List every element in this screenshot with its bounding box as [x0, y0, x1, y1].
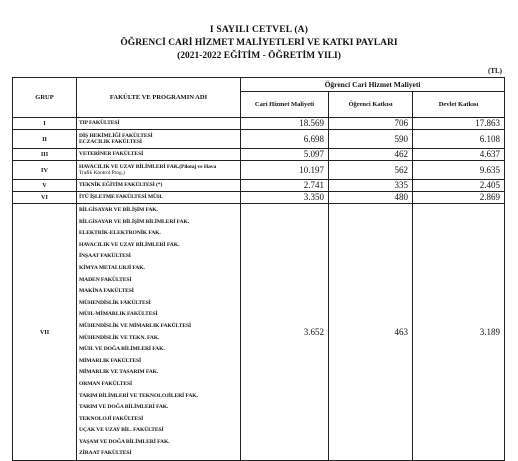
faculty-name: BİLGİSAYAR VE BİLİŞİM FAK.	[79, 207, 158, 213]
table-body	[13, 118, 505, 461]
faculty-name: TEKNOLOJİ FAKÜLTESİ	[79, 415, 144, 422]
student-contribution-cell: 335	[329, 180, 413, 192]
faculty-name: MİMARLIK FAKÜLTESİ	[79, 357, 142, 364]
group-cell: IV	[13, 161, 77, 180]
cost-cell: 18.569	[241, 118, 329, 130]
faculty-cell	[77, 118, 241, 130]
table-row	[13, 149, 505, 161]
cost-cell: 2.741	[241, 180, 329, 192]
cost-table	[12, 77, 505, 461]
faculty-cell	[77, 130, 241, 149]
document-subtitle: ÖĞRENCİ CARİ HİZMET MALİYETLERİ VE KATKI PAYLARI	[120, 38, 398, 48]
student-contribution-cell: 562	[329, 161, 413, 180]
document-period: (2021-2022 EĞİTİM - ÖĞRETİM YILI)	[177, 51, 341, 61]
state-contribution-cell: 3.189	[413, 204, 505, 461]
faculty-name: HAVACILIK VE UZAY BİLİMLERİ FAK.	[79, 241, 180, 248]
table-row	[13, 192, 505, 204]
faculty-name: MADEN FAKÜLTESİ	[79, 276, 132, 283]
state-contribution-cell: 6.108	[413, 130, 505, 149]
faculty-name: MAKİNA FAKÜLTESİ	[79, 288, 134, 295]
faculty-cell	[77, 192, 241, 204]
faculty-cell	[77, 149, 241, 161]
state-contribution-cell: 9.635	[413, 161, 505, 180]
faculty-name: MÜHENDİSLİK VE MİMARLIK FAKÜLTESİ	[79, 322, 192, 329]
faculty-name: MÜH. VE DOĞA BİLİMLERİ FAK.	[79, 346, 165, 353]
faculty-name: VETERİNER FAKÜLTESİ	[79, 151, 144, 158]
faculty-cell	[77, 161, 241, 180]
faculty-name: TARIM BİLİMLERİ VE TEKNOLOJİLERİ FAK.	[79, 392, 198, 399]
currency-unit: (TL)	[488, 67, 502, 75]
faculty-name: ZİRAAT FAKÜLTESİ	[79, 450, 132, 457]
state-contribution-cell: 17.863	[413, 118, 505, 130]
faculty-name: MÜHENDİSLİK VE TEKN. FAK.	[79, 334, 160, 341]
faculty-name: Trafik Kontrol Prog.)	[79, 170, 125, 176]
faculty-name: ORMAN FAKÜLTESİ	[79, 380, 133, 387]
cost-cell: 3.350	[241, 192, 329, 204]
group-cell: VII	[13, 204, 77, 461]
faculty-name: MİMARLIK VE TASARIM FAK.	[79, 369, 159, 376]
student-contribution-cell: 462	[329, 149, 413, 161]
student-contribution-cell: 706	[329, 118, 413, 130]
column-header-faculty: FAKÜLTE VE PROGRAMIN ADI	[77, 78, 241, 118]
faculty-name: MÜHENDİSLİK FAKÜLTESİ	[79, 299, 151, 306]
faculty-name: İTÜ İŞLETME FAKÜLTESİ MÜH.	[79, 194, 163, 201]
group-cell: II	[13, 130, 77, 149]
column-header-state: Devlet Katkısı	[413, 92, 505, 118]
group-cell: III	[13, 149, 77, 161]
faculty-name: HAVACILIK VE UZAY BİLİMLERİ FAK.(Pilotaj ve Hava	[79, 163, 217, 170]
cost-cell: 6.698	[241, 130, 329, 149]
table-row	[13, 161, 505, 180]
faculty-name: TARIM VE DOĞA BİLİMLERİ FAK.	[79, 404, 169, 411]
table-row	[13, 204, 505, 461]
student-contribution-cell: 463	[329, 204, 413, 461]
faculty-cell	[77, 180, 241, 192]
document-title: I SAYILI CETVEL (A)	[209, 25, 309, 35]
state-contribution-cell: 4.637	[413, 149, 505, 161]
group-cell: V	[13, 180, 77, 192]
column-header-group: GRUP	[13, 78, 77, 118]
faculty-name: YAŞAM VE DOĞA BİLİMLERİ FAK.	[79, 438, 170, 445]
table-row	[13, 180, 505, 192]
student-contribution-cell: 480	[329, 192, 413, 204]
faculty-name: İNŞAAT FAKÜLTESİ	[79, 253, 131, 260]
faculty-name: KİMYA METALURJİ FAK.	[79, 264, 145, 271]
group-cell: VI	[13, 192, 77, 204]
table-row	[13, 130, 505, 149]
cost-cell: 3.652	[241, 204, 329, 461]
faculty-cell	[77, 204, 241, 461]
table-row	[13, 118, 505, 130]
group-cell: I	[13, 118, 77, 130]
state-contribution-cell: 2.869	[413, 192, 505, 204]
faculty-name: UÇAK VE UZAY BİL. FAKÜLTESİ	[79, 427, 164, 434]
faculty-name: ECZACILIK FAKÜLTESİ	[79, 139, 142, 145]
column-header-student: Öğrenci Katkısı	[329, 92, 413, 118]
column-header-cost: Cari Hizmet Maliyeti	[241, 92, 329, 118]
faculty-name: BİLGİSAYAR VE BİLİŞİM BİLİMLERİ FAK.	[79, 218, 190, 225]
faculty-name: TEKNİK EĞİTİM FAKÜLTESİ (*)	[79, 182, 163, 189]
faculty-name: MÜH.-MİMARLIK FAKÜLTESİ	[79, 311, 158, 318]
faculty-name: DİŞ HEKİMLİĞİ FAKÜLTESİ	[79, 132, 153, 139]
student-contribution-cell: 590	[329, 130, 413, 149]
cost-cell: 5.097	[241, 149, 329, 161]
faculty-name: TIP FAKÜLTESİ	[79, 120, 120, 127]
column-header-super: Öğrenci Cari Hizmet Maliyeti	[241, 78, 505, 92]
state-contribution-cell: 2.405	[413, 180, 505, 192]
faculty-name: ELEKTRİK-ELEKTRONİK FAK.	[79, 230, 161, 237]
cost-cell: 10.197	[241, 161, 329, 180]
